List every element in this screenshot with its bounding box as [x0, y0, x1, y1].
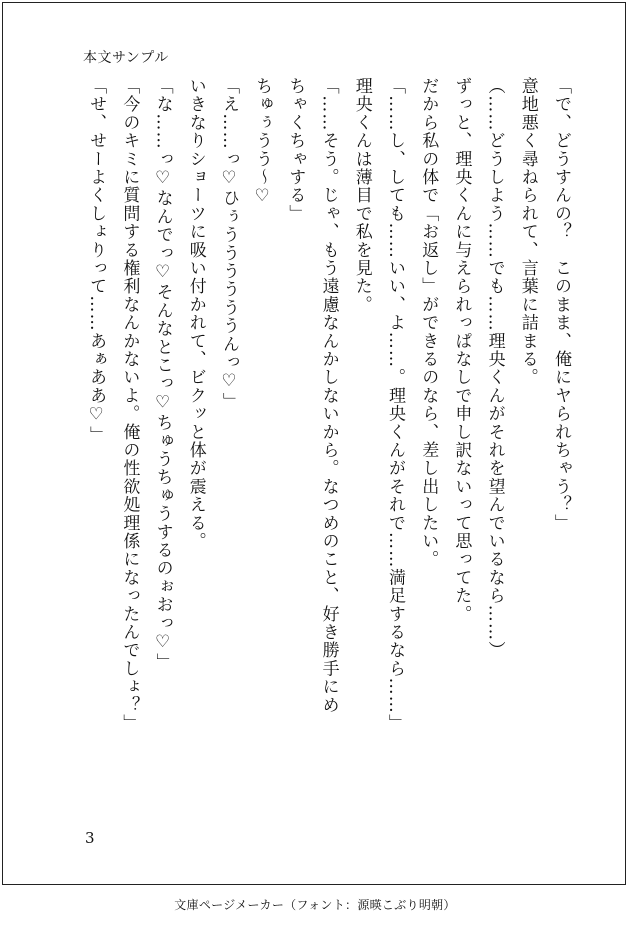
- body-line: （……どうしよう……でも……理央くんがそれを望んでいるなら……）: [484, 77, 505, 660]
- body-line: 「え……っ♡ひぅううううううんっ♡」: [218, 77, 239, 411]
- body-line: ちゅぅうう〜♡: [252, 77, 273, 208]
- body-line: だから私の体で「お返し」ができるのなら、差し出したい。: [418, 77, 439, 569]
- page-header-title: 本文サンプル: [83, 50, 169, 66]
- body-line: 「今のキミに質問する権利なんかないよ。俺の性欲処理係になったんでしょ？」: [119, 77, 140, 733]
- body-line: 「な……っ♡なんでっ♡そんなとこっ♡ちゅうちゅうするのぉおっ♡」: [152, 77, 173, 672]
- body-line: ちゃくちゃする」: [285, 77, 306, 223]
- body-line: 理央くんは薄目で私を見た。: [351, 77, 372, 314]
- book-page: [2, 2, 626, 885]
- body-line: 意地悪く尋ねられて、言葉に詰まる。: [517, 77, 538, 387]
- footer-credit: 文庫ページメーカー（フォント：源暎こぶり明朝）: [174, 898, 456, 912]
- body-line: 「……し、しても……いい、よ……。理央くんがそれで……満足するなら……」: [384, 77, 405, 733]
- body-line: いきなりショーツに吸い付かれて、ビクッと体が震える。: [185, 77, 206, 551]
- body-line: 「で、どうすんの？ このまま、俺にヤられちゃう？」: [551, 77, 571, 532]
- body-line: 「せ、せーよくしょりって……あぁああ♡」: [86, 77, 107, 444]
- page-number: 3: [85, 829, 95, 847]
- body-line: 「……そう。じゃ、もう遠慮なんかしないから。なつめのこと、好き勝手にめ: [318, 77, 339, 714]
- vertical-body-text: [79, 77, 577, 837]
- body-line: ずっと、理央くんに与えられっぱなしで申し訳ないって思ってた。: [451, 77, 472, 623]
